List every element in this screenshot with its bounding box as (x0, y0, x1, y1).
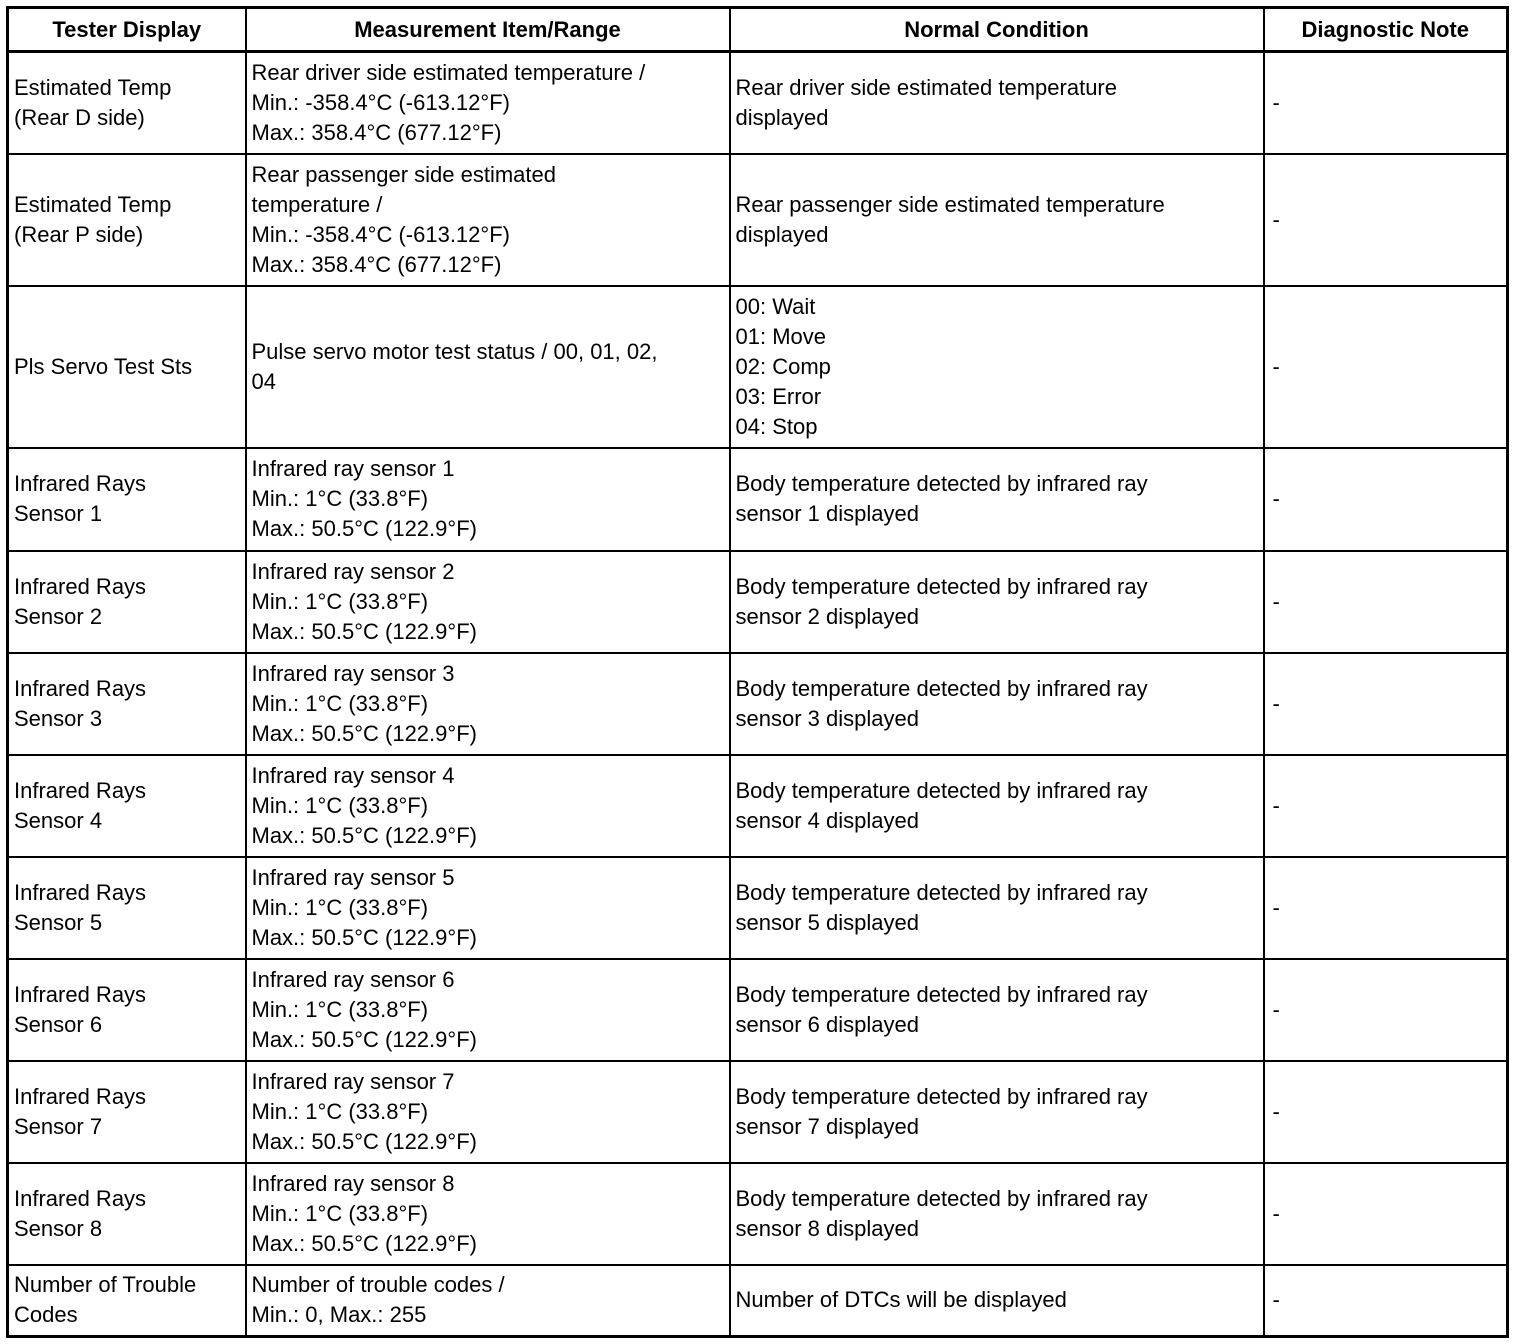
cell-normal-condition: Body temperature detected by infrared ray sensor 8 displayed (730, 1163, 1264, 1265)
header-tester-display: Tester Display (8, 8, 246, 52)
cell-measurement-range: Infrared ray sensor 3 Min.: 1°C (33.8°F) Max.: 50.5°C (122.9°F) (246, 653, 730, 755)
cell-tester-display: Infrared Rays Sensor 7 (8, 1061, 246, 1163)
cell-normal-condition: Body temperature detected by infrared ray sensor 4 displayed (730, 755, 1264, 857)
table-row (8, 653, 1508, 755)
cell-diagnostic-note: - (1264, 653, 1508, 755)
table-row (8, 286, 1508, 448)
cell-tester-display: Pls Servo Test Sts (8, 286, 246, 448)
header-normal-condition: Normal Condition (730, 8, 1264, 52)
cell-normal-condition: Rear driver side estimated temperature displayed (730, 52, 1264, 154)
table-row (8, 1061, 1508, 1163)
cell-measurement-range: Infrared ray sensor 7 Min.: 1°C (33.8°F) Max.: 50.5°C (122.9°F) (246, 1061, 730, 1163)
table-row (8, 551, 1508, 653)
cell-tester-display: Estimated Temp (Rear D side) (8, 52, 246, 154)
cell-diagnostic-note: - (1264, 755, 1508, 857)
cell-diagnostic-note: - (1264, 959, 1508, 1061)
cell-tester-display: Infrared Rays Sensor 5 (8, 857, 246, 959)
cell-diagnostic-note: - (1264, 857, 1508, 959)
cell-measurement-range: Number of trouble codes / Min.: 0, Max.: 255 (246, 1265, 730, 1337)
cell-tester-display: Infrared Rays Sensor 1 (8, 448, 246, 551)
table-row (8, 959, 1508, 1061)
cell-measurement-range: Rear driver side estimated temperature / Min.: -358.4°C (-613.12°F) Max.: 358.4°C (677.12°F) (246, 52, 730, 154)
cell-normal-condition: Body temperature detected by infrared ray sensor 3 displayed (730, 653, 1264, 755)
cell-tester-display: Infrared Rays Sensor 6 (8, 959, 246, 1061)
cell-measurement-range: Rear passenger side estimated temperature / Min.: -358.4°C (-613.12°F) Max.: 358.4°C (677.12°F) (246, 154, 730, 286)
cell-tester-display: Infrared Rays Sensor 3 (8, 653, 246, 755)
table-row (8, 1163, 1508, 1265)
table-row (8, 857, 1508, 959)
cell-normal-condition: Body temperature detected by infrared ray sensor 6 displayed (730, 959, 1264, 1061)
table-row (8, 448, 1508, 551)
header-diagnostic-note: Diagnostic Note (1264, 8, 1508, 52)
cell-normal-condition: Rear passenger side estimated temperature displayed (730, 154, 1264, 286)
cell-tester-display: Infrared Rays Sensor 4 (8, 755, 246, 857)
cell-diagnostic-note: - (1264, 52, 1508, 154)
cell-diagnostic-note: - (1264, 1163, 1508, 1265)
table-row (8, 1265, 1508, 1337)
header-measurement-item-range: Measurement Item/Range (246, 8, 730, 52)
cell-normal-condition: 00: Wait 01: Move 02: Comp 03: Error 04: Stop (730, 286, 1264, 448)
cell-normal-condition: Body temperature detected by infrared ray sensor 5 displayed (730, 857, 1264, 959)
cell-tester-display: Infrared Rays Sensor 2 (8, 551, 246, 653)
table-header-row (8, 8, 1508, 52)
cell-normal-condition: Number of DTCs will be displayed (730, 1265, 1264, 1337)
cell-tester-display: Estimated Temp (Rear P side) (8, 154, 246, 286)
cell-diagnostic-note: - (1264, 154, 1508, 286)
cell-diagnostic-note: - (1264, 1061, 1508, 1163)
cell-diagnostic-note: - (1264, 1265, 1508, 1337)
table-row (8, 154, 1508, 286)
cell-measurement-range: Infrared ray sensor 1 Min.: 1°C (33.8°F) Max.: 50.5°C (122.9°F) (246, 448, 730, 551)
cell-normal-condition: Body temperature detected by infrared ray sensor 2 displayed (730, 551, 1264, 653)
cell-normal-condition: Body temperature detected by infrared ray sensor 1 displayed (730, 448, 1264, 551)
cell-normal-condition: Body temperature detected by infrared ray sensor 7 displayed (730, 1061, 1264, 1163)
cell-tester-display: Infrared Rays Sensor 8 (8, 1163, 246, 1265)
table-row (8, 755, 1508, 857)
table-row (8, 52, 1508, 154)
cell-diagnostic-note: - (1264, 448, 1508, 551)
cell-diagnostic-note: - (1264, 551, 1508, 653)
cell-measurement-range: Infrared ray sensor 6 Min.: 1°C (33.8°F) Max.: 50.5°C (122.9°F) (246, 959, 730, 1061)
data-list-table (6, 6, 1509, 1338)
cell-measurement-range: Pulse servo motor test status / 00, 01, 02, 04 (246, 286, 730, 448)
cell-measurement-range: Infrared ray sensor 5 Min.: 1°C (33.8°F) Max.: 50.5°C (122.9°F) (246, 857, 730, 959)
cell-measurement-range: Infrared ray sensor 4 Min.: 1°C (33.8°F) Max.: 50.5°C (122.9°F) (246, 755, 730, 857)
cell-tester-display: Number of Trouble Codes (8, 1265, 246, 1337)
cell-measurement-range: Infrared ray sensor 8 Min.: 1°C (33.8°F) Max.: 50.5°C (122.9°F) (246, 1163, 730, 1265)
cell-diagnostic-note: - (1264, 286, 1508, 448)
cell-measurement-range: Infrared ray sensor 2 Min.: 1°C (33.8°F) Max.: 50.5°C (122.9°F) (246, 551, 730, 653)
